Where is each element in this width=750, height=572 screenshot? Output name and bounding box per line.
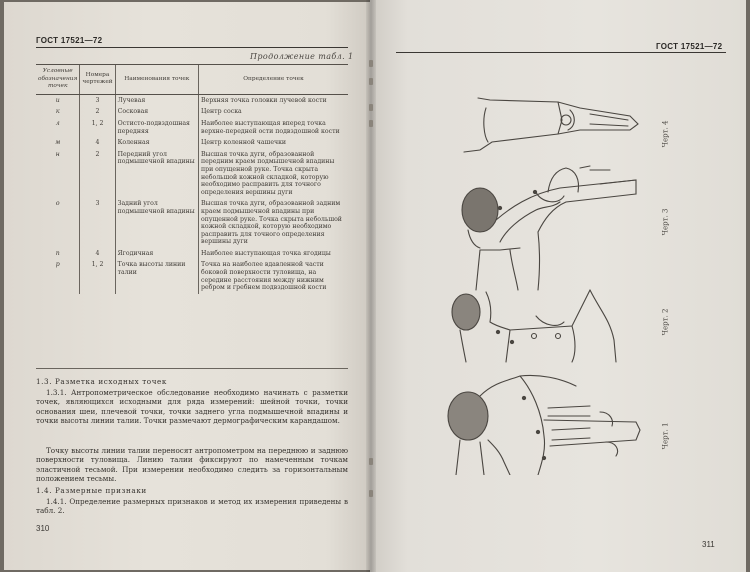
point-symbol: о: [55, 200, 60, 208]
point-definition: Высшая точка дуги, образованной передним краем подмышечной впадины при опущенной руке. Точка скрыта небольшой кожной складкой, которую необходимо расправить для точного определения вершины дуги: [199, 149, 349, 199]
point-definition: Наиболее выступающая точка ягодицы: [199, 248, 349, 260]
page-number: 311: [702, 540, 715, 549]
section-heading: 1.4. Размерные признаки: [36, 486, 147, 495]
table-bottom-rule: [36, 368, 348, 369]
table-row: [36, 137, 348, 149]
drawing-number: 4: [80, 137, 115, 149]
drawing-number: 1, 2: [80, 118, 115, 137]
drawing-number: 2: [80, 149, 115, 199]
point-definition: Центр соска: [199, 106, 349, 118]
paragraph: 1.3.1. Антропометрическое обследование необходимо начинать с разметки точек, являющихся исходными для ряда измерений: шейной точки, точки основания шеи, плечевой точки, точки заднего угла подмышечной впадины и точки высоты линии талии. Точки размечают дермографическим карандашом.: [36, 388, 348, 425]
point-symbol: р: [55, 261, 60, 269]
point-name: Сосковая: [115, 106, 198, 118]
drawing-number: 2: [80, 106, 115, 118]
point-name: Задний угол подмышечной впадины: [115, 198, 198, 248]
point-symbol: к: [55, 108, 60, 116]
point-symbol: п: [55, 249, 60, 257]
table-row: [36, 149, 348, 199]
point-symbol: л: [55, 119, 60, 127]
table-row: [36, 248, 348, 260]
paragraph: Точку высоты линии талии переносят антропометром на переднюю и заднюю поверхности туловища. Линию талии фиксируют по намеченным точкам эластичной тесьмой. При измерении необходимо следить за горизонтальным положением тесьмы.: [36, 446, 348, 483]
figure-label: Черт. 1: [661, 422, 670, 450]
point-definition: Высшая точка дуги, образованной задним краем подмышечной впадины при опущенной руке. Точка скрыта небольшой кожной складкой, которую необходимо расправить для точного определения вершины дуги: [199, 198, 349, 248]
figure-label: Черт. 3: [661, 208, 670, 236]
table-row: [36, 106, 348, 118]
point-definition: Наиболее выступающая вперед точка верхне-передней ости подвздошной кости: [199, 118, 349, 137]
point-name: Остисто-подвздошная передняя: [115, 118, 198, 137]
table-row: [36, 94, 348, 106]
table-row: [36, 259, 348, 293]
anthropometric-figures: [440, 90, 650, 475]
point-name: Коленная: [115, 137, 198, 149]
column-header: Определение точек: [199, 65, 349, 95]
drawing-number: 3: [80, 198, 115, 248]
column-header: Условные обозначения точек: [36, 65, 80, 95]
stitch-mark: [369, 458, 373, 465]
stitch-mark: [369, 120, 373, 127]
point-symbol: н: [55, 150, 60, 158]
figure-label: Черт. 2: [661, 308, 670, 336]
point-symbol: и: [55, 96, 60, 104]
leg-figure: [464, 98, 638, 152]
page-number: 310: [36, 524, 50, 533]
point-name: Передний угол подмышечной впадины: [115, 149, 198, 199]
right-page-header: ГОСТ 17521—72: [656, 42, 723, 51]
drawing-number: 3: [80, 94, 115, 106]
back-figure: [462, 166, 636, 290]
section-heading: 1.3. Разметка исходных точек: [36, 377, 167, 386]
column-header: Номера чертежей: [80, 65, 115, 95]
header-rule: [36, 47, 348, 48]
point-definition: Верхняя точка головки лучевой кости: [199, 94, 349, 106]
table-continuation-label: Продолжение табл. 1: [250, 52, 354, 61]
book-gutter: [366, 0, 376, 572]
paragraph: 1.4.1. Определение размерных признаков и метод их измерения приведены в табл. 2.: [36, 497, 348, 516]
front-figure: [452, 290, 616, 362]
point-definition: Точка на наиболее вдавленной части боковой поверхности туловища, на середине расстояния между нижним ребром и гребнем подвздошной кости: [199, 259, 349, 293]
point-name: Ягодичная: [115, 248, 198, 260]
stitch-mark: [369, 104, 373, 111]
point-definition: Центр коленной чашечки: [199, 137, 349, 149]
drawing-number: 4: [80, 248, 115, 260]
point-symbol: м: [55, 139, 61, 147]
side-figure: [448, 375, 640, 475]
stitch-mark: [369, 60, 373, 67]
stitch-mark: [369, 78, 373, 85]
point-name: Точка высоты линии талии: [115, 259, 198, 293]
left-page-header: ГОСТ 17521—72: [36, 36, 103, 45]
drawing-number: 1, 2: [80, 259, 115, 293]
table-row: [36, 198, 348, 248]
stitch-mark: [369, 490, 373, 497]
column-header: Наименования точек: [115, 65, 198, 95]
point-name: Лучевая: [115, 94, 198, 106]
header-rule: [396, 52, 726, 53]
points-table: [36, 64, 348, 294]
table-header-row: [36, 65, 348, 95]
table-row: [36, 118, 348, 137]
figure-label: Черт. 4: [661, 120, 670, 148]
